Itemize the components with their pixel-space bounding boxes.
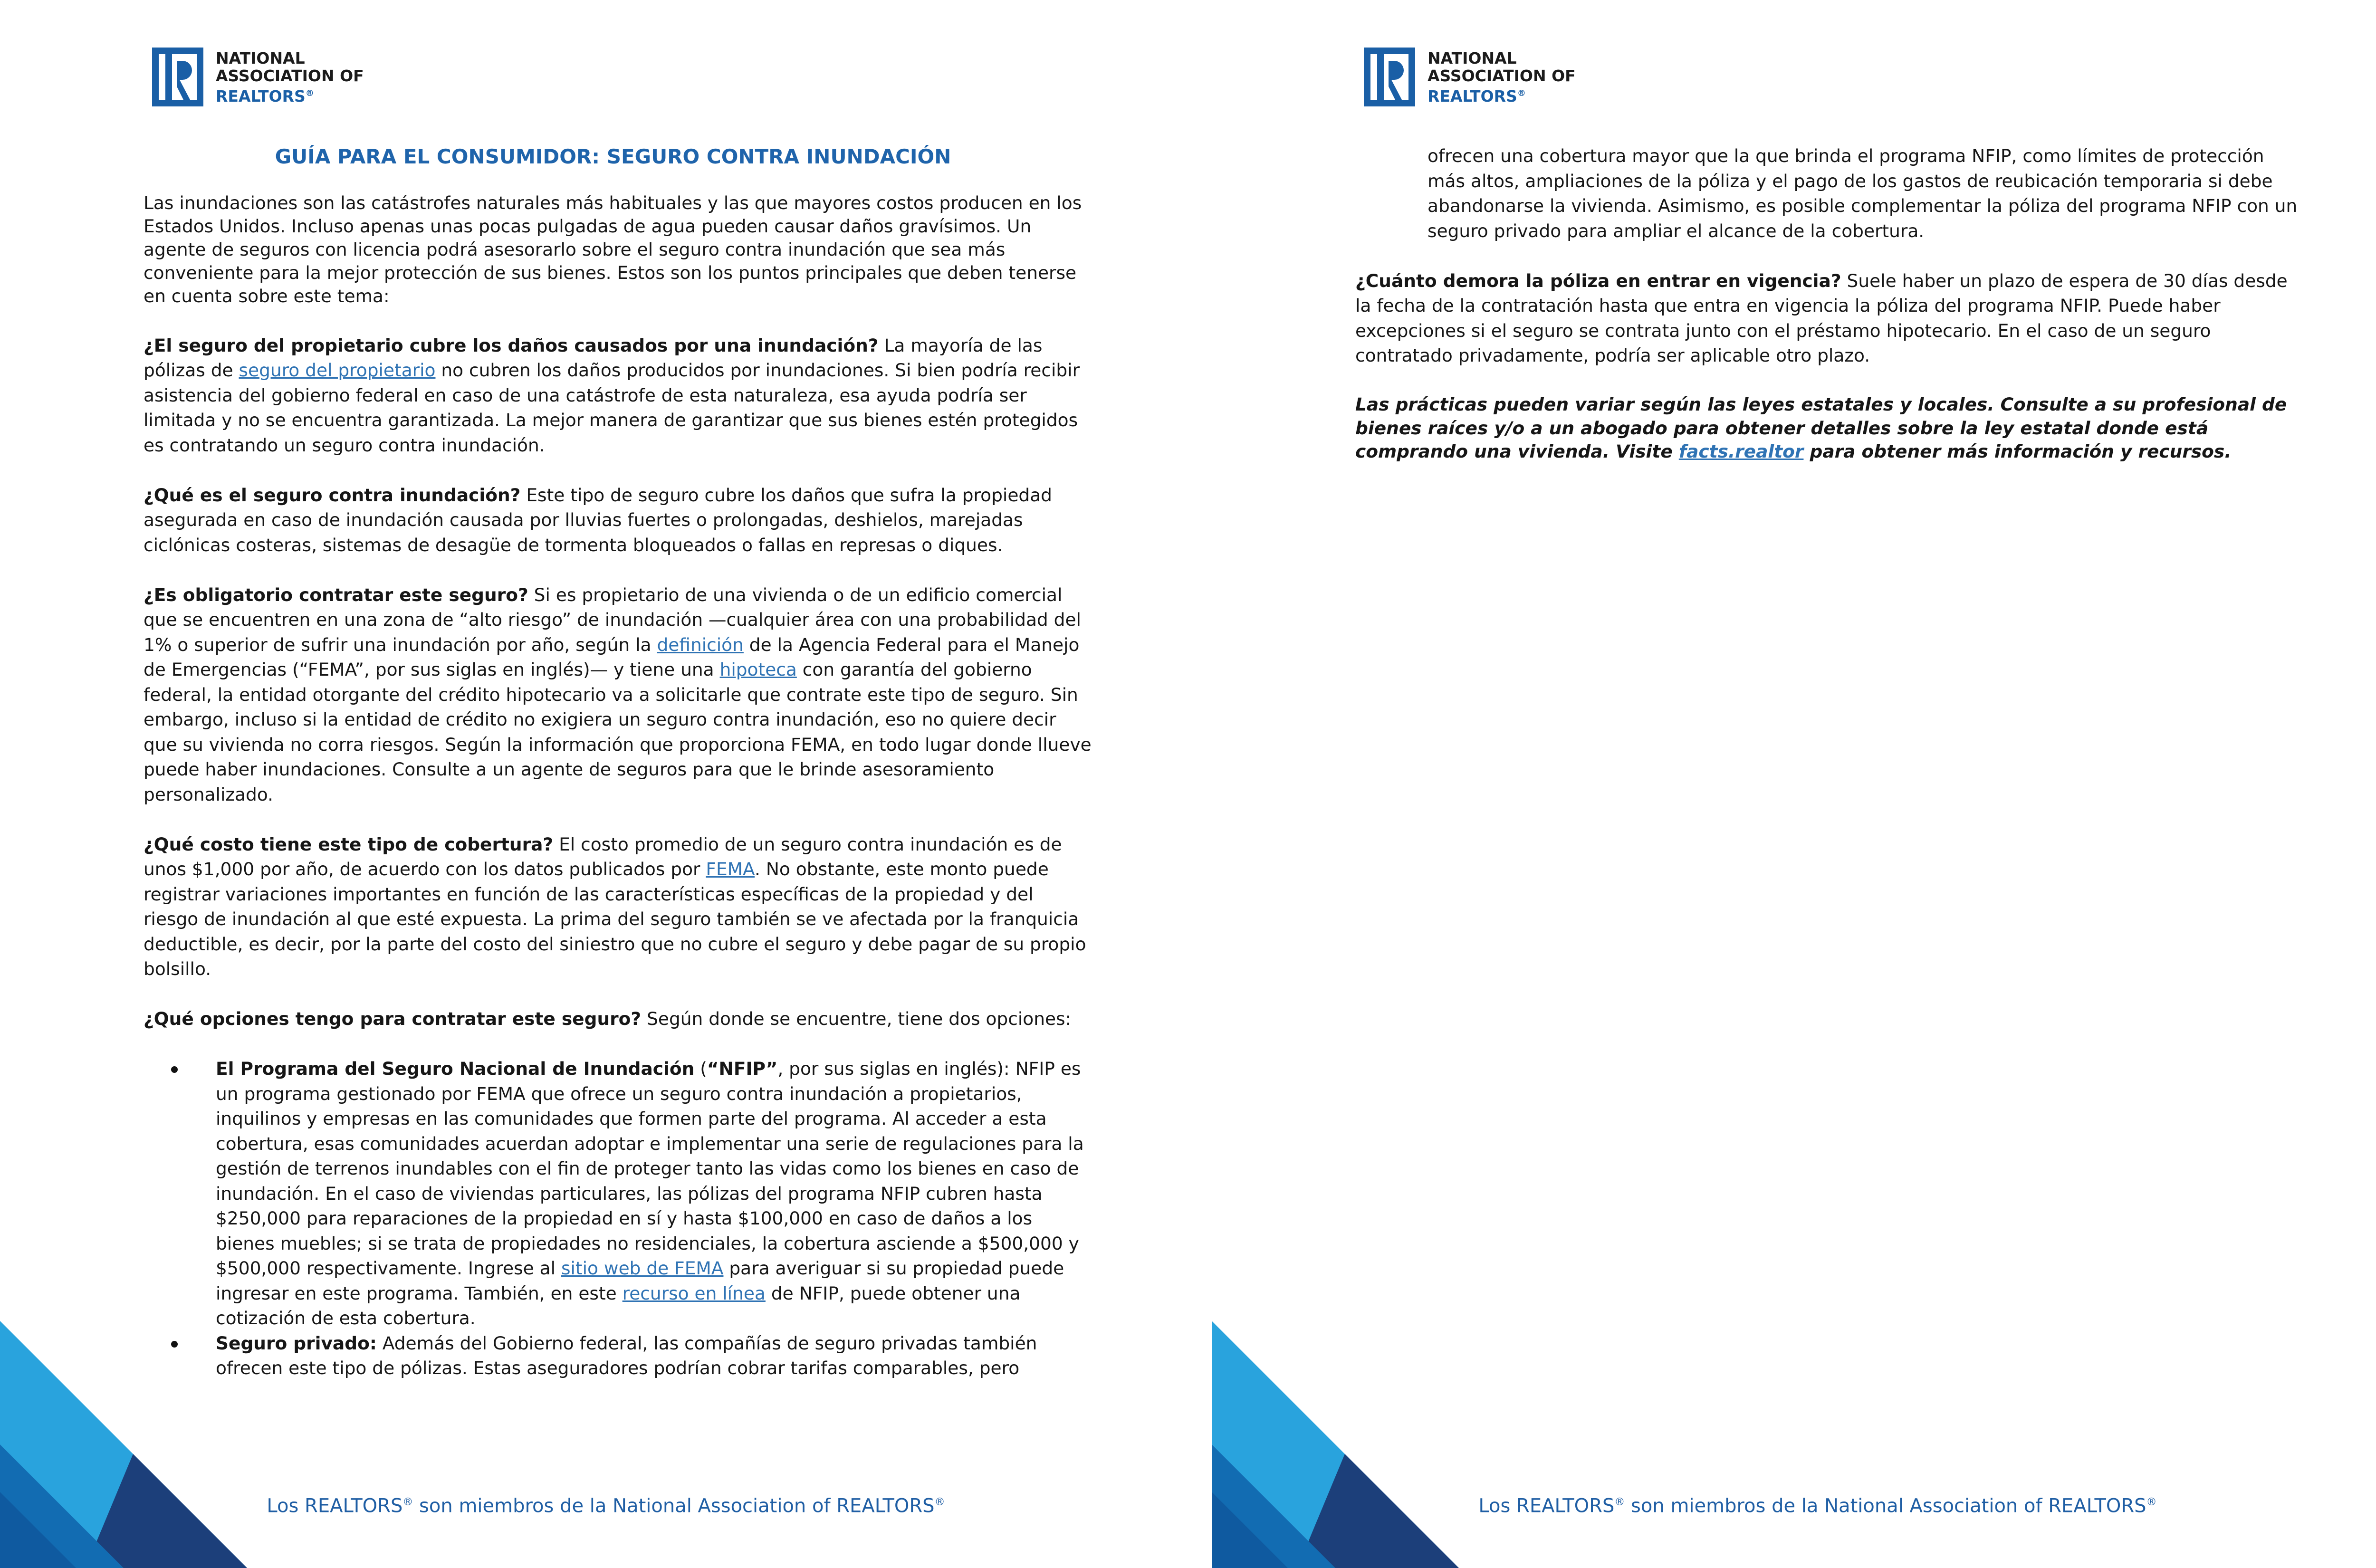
footer-text	[1212, 1491, 2376, 1517]
section-waiting	[1355, 268, 2303, 368]
private-label: Seguro privado:	[216, 1332, 377, 1354]
section-what-is-text: Este tipo de seguro cubre los daños que sufra la propiedad asegurada en caso de inundación causada por lluvias fuertes o prolongadas, deshielos, marejadas ciclónicas costeras, sistemas de desagüe de tormenta bloqueados o fallas en represas o diques.	[144, 484, 1052, 555]
facts-realtor-link[interactable]: facts.realtor	[1678, 441, 1804, 462]
logo-line-2: ASSOCIATION OF	[216, 66, 364, 85]
nfip-acronym: “NFIP”	[707, 1058, 778, 1079]
definition-link[interactable]: definición	[657, 634, 744, 655]
section-cost-text-a: El costo promedio de un seguro contra inundación es de unos $1,000 por año, de acuerdo con los datos publicados por	[144, 833, 1062, 880]
nfip-text-c: de NFIP, puede obtener una cotización de esta cobertura.	[216, 1282, 1021, 1329]
disclaimer	[1355, 393, 2303, 464]
section-cost-text-b: . No obstante, este monto puede registrar variaciones importantes en función de las características específicas de la propiedad y del riesgo de inundación al que esté expuesta. La prima del seguro también se ve afectada por la franquicia deductible, es decir, por la parte del costo del siniestro que no cubre el seguro y debe pagar de su propio bolsillo.	[144, 859, 1086, 979]
logo-line-3: REALTORS	[1428, 86, 1517, 105]
section-cost-question: ¿Qué costo tiene este tipo de cobertura?	[144, 833, 554, 855]
section-mandatory-text-a: Si es propietario de una vivienda o de un edificio comercial que se encuentren en una zona de “alto riesgo” de inundación —cualquier área con una probabilidad del 1% o superior de sufrir una inundación por año, según la	[144, 584, 1081, 655]
footer-text-b: son miembros de la National Association of REALTORS	[413, 1495, 935, 1517]
realtor-r-logo-icon	[152, 48, 203, 106]
section-homeowner-text-b: no cubren los daños producidos por inundaciones. Si bien podría recibir asistencia del gobierno federal en caso de una catástrofe de esta naturaleza, esa ayuda podría ser limitada y no se encuentra garantizada. La mejor manera de garantizar que sus bienes estén protegidos es contratando un seguro contra inundación.	[144, 360, 1080, 456]
private-text-page1: Además del Gobierno federal, las compañías de seguro privadas también ofrecen este tipo de pólizas. Estas aseguradores podrían cobrar tarifas comparables, pero	[216, 1332, 1037, 1378]
page-2-body	[1355, 143, 2303, 488]
section-mandatory-question: ¿Es obligatorio contratar este seguro?	[144, 584, 528, 605]
homeowner-insurance-link[interactable]: seguro del propietario	[239, 360, 436, 381]
section-what-is	[144, 483, 1092, 558]
corner-triangles-decoration	[0, 1321, 247, 1568]
section-options	[144, 1006, 1092, 1032]
logo-line-1: NATIONAL	[1428, 48, 1517, 67]
private-continuation: ofrecen una cobertura mayor que la que brinda el programa NFIP, como límites de protección más altos, ampliaciones de la póliza y el pago de los gastos de reubicación temporaria si debe abandonarse la vivienda. Asimismo, es posible complementar la póliza del programa NFIP con un seguro privado para ampliar el alcance de la cobertura.	[1428, 145, 2298, 241]
nfip-text-a: , por sus siglas en inglés): NFIP es un programa gestionado por FEMA que ofrece un seguro contra inundación a propietarios, inquilinos y empresas en las comunidades que formen parte del programa. Al acceder a esta cobertura, esas comunidades acuerdan adoptar e implementar una serie de regulaciones para la gestión de terrenos inundables con el fin de proteger tanto las vidas como los bienes en caso de inundación. En el caso de viviendas particulares, las pólizas del programa NFIP cubren hasta $250,000 para reparaciones de la propiedad en sí y hasta $100,000 en caso de daños a los bienes muebles; si se trata de propiedades no residenciales, la cobertura asciende a $500,000 y $500,000 respectivamente. Ingrese al	[216, 1058, 1084, 1279]
section-waiting-text: Suele haber un plazo de espera de 30 días desde la fecha de la contratación hasta que entra en vigencia la póliza del programa NFIP. Puede haber excepciones si el seguro se contrata junto con el préstamo hipotecario. En el caso de un seguro contratado privadamente, podría ser aplicable otro plazo.	[1355, 270, 2288, 366]
realtor-r-logo-icon	[1364, 48, 1415, 106]
footer-reg-mark-2: ®	[934, 1496, 945, 1508]
bullet-icon	[171, 1066, 178, 1073]
logo-line-2: ASSOCIATION OF	[1428, 66, 1576, 85]
section-options-text: Según donde se encuentre, tiene dos opciones:	[641, 1008, 1072, 1029]
list-item-nfip	[144, 1056, 1092, 1331]
nfip-label: El Programa del Seguro Nacional de Inundación	[216, 1058, 695, 1079]
section-cost	[144, 832, 1092, 982]
fema-website-link[interactable]: sitio web de FEMA	[561, 1258, 724, 1279]
mortgage-link[interactable]: hipoteca	[719, 659, 797, 680]
logo-line-3: REALTORS	[216, 86, 306, 105]
footer-reg-mark-2: ®	[2146, 1496, 2157, 1508]
footer-text-a: Los REALTORS	[1478, 1495, 1615, 1517]
section-waiting-question: ¿Cuánto demora la póliza en entrar en vigencia?	[1355, 270, 1841, 291]
nfip-text-b: para averiguar si su propiedad puede ingresar en este programa. También, en este	[216, 1258, 1064, 1304]
list-item-private	[144, 1331, 1092, 1381]
logo-wordmark	[1428, 49, 1576, 105]
fema-link[interactable]: FEMA	[706, 859, 755, 880]
footer-reg-mark: ®	[1614, 1496, 1625, 1508]
page-2	[1212, 0, 2376, 1568]
page-1-body	[144, 191, 1092, 1381]
nar-logo	[152, 48, 364, 106]
logo-line-1: NATIONAL	[216, 48, 305, 67]
logo-reg-mark: ®	[305, 88, 314, 98]
nar-logo	[1364, 48, 1576, 106]
section-homeowner-question: ¿El seguro del propietario cubre los daños causados por una inundación?	[144, 335, 879, 356]
nfip-paren: (	[694, 1058, 707, 1079]
footer-text-a: Los REALTORS	[267, 1495, 403, 1517]
logo-wordmark	[216, 49, 364, 105]
section-mandatory	[144, 583, 1092, 807]
footer-reg-mark: ®	[402, 1496, 413, 1508]
section-mandatory-text-b: de la Agencia Federal para el Manejo de Emergencias (“FEMA”, por sus siglas en inglés)— y tiene una	[144, 634, 1080, 680]
section-options-question: ¿Qué opciones tengo para contratar este seguro?	[144, 1008, 642, 1029]
section-homeowner	[144, 333, 1092, 458]
options-list	[144, 1056, 1092, 1381]
footer-text	[0, 1491, 1212, 1517]
section-homeowner-text-a: La mayoría de las pólizas de	[144, 335, 1043, 381]
page-title: GUÍA PARA EL CONSUMIDOR: SEGURO CONTRA INUNDACIÓN	[275, 145, 951, 168]
section-mandatory-text-c: con garantía del gobierno federal, la entidad otorgante del crédito hipotecario va a solicitarle que contrate este tipo de seguro. Sin embargo, incluso si la entidad de crédito no exigiera un seguro contra inundación, eso no quiere decir que su vivienda no corra riesgos. Según la información que proporciona FEMA, en todo lugar donde llueve puede haber inundaciones. Consulte a un agente de seguros para que le brinde asesoramiento personalizado.	[144, 659, 1092, 805]
disclaimer-text-a: Las prácticas pueden variar según las leyes estatales y locales. Consulte a su profesional de bienes raíces y/o a un abogado para obtener detalles sobre la ley estatal donde está comprando una vivienda. Visite	[1355, 394, 2287, 462]
logo-reg-mark: ®	[1517, 88, 1526, 98]
section-what-is-question: ¿Qué es el seguro contra inundación?	[144, 484, 521, 506]
corner-triangles-decoration	[1212, 1321, 1459, 1568]
footer-text-b: son miembros de la National Association of REALTORS	[1625, 1495, 2146, 1517]
disclaimer-text-b: para obtener más información y recursos.	[1803, 441, 2232, 462]
online-resource-link[interactable]: recurso en línea	[622, 1282, 766, 1304]
intro-paragraph: Las inundaciones son las catástrofes naturales más habituales y las que mayores costos producen en los Estados Unidos. Incluso apenas unas pocas pulgadas de agua pueden causar daños gravísimos. Un agente de seguros con licencia podrá asesorarlo sobre el seguro contra inundación que sea más conveniente para la mejor protección de sus bienes. Estos son los puntos principales que deben tenerse en cuenta sobre este tema:	[144, 192, 1082, 306]
